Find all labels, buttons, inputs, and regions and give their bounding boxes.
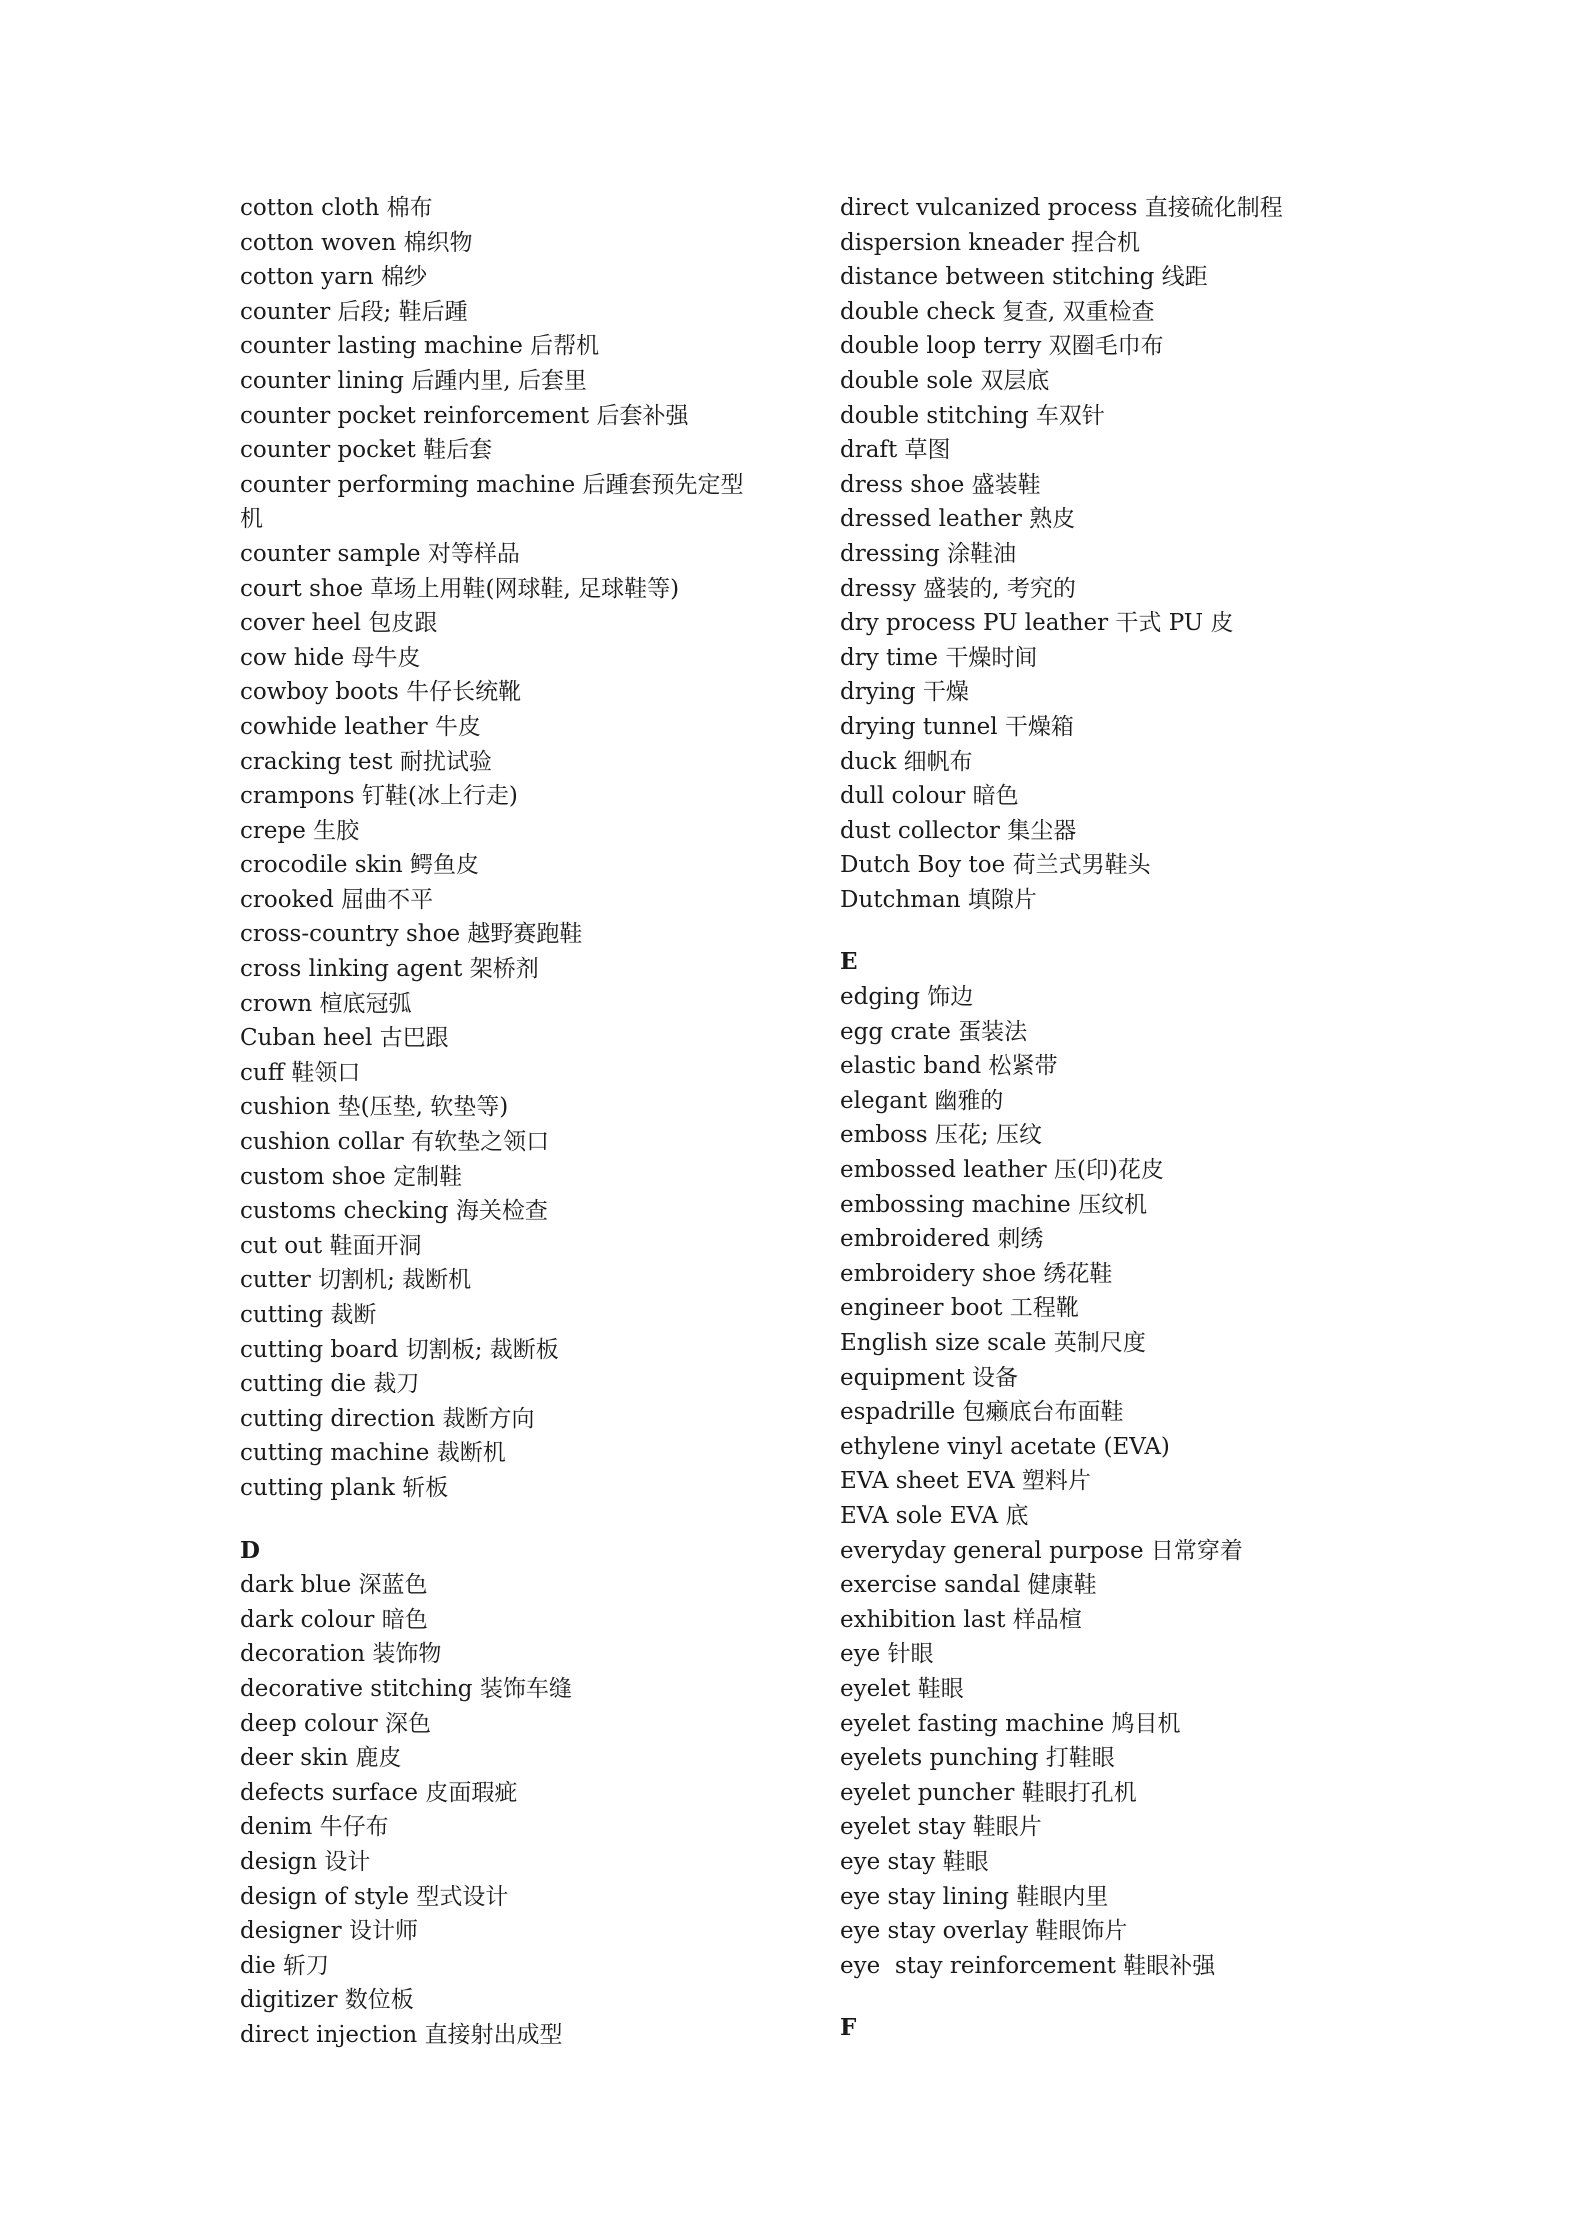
glossary-entry: EVA sole EVA 底	[840, 1502, 1029, 1529]
glossary-entry: counter pocket 鞋后套	[240, 437, 493, 464]
glossary-entry: eye stay 鞋眼	[840, 1848, 989, 1875]
glossary-entry: embroidery shoe 绣花鞋	[840, 1260, 1113, 1287]
glossary-entry: crocodile skin 鳄鱼皮	[240, 852, 480, 879]
glossary-entry: cutting machine 裁断机	[240, 1440, 506, 1467]
glossary-entry: crown 楦底冠弧	[240, 990, 412, 1017]
glossary-entry: dark colour 暗色	[240, 1606, 428, 1633]
glossary-entry: crampons 钉鞋(冰上行走)	[240, 783, 518, 810]
glossary-entry: equipment 设备	[840, 1364, 1019, 1391]
glossary-entry: cover heel 包皮跟	[240, 610, 438, 637]
glossary-entry: dress shoe 盛装鞋	[840, 471, 1041, 498]
glossary-entry: cross linking agent 架桥剂	[240, 956, 539, 983]
glossary-entry: dark blue 深蓝色	[240, 1572, 428, 1599]
glossary-entry: cotton yarn 棉纱	[240, 264, 428, 291]
glossary-entry: edging 饰边	[840, 984, 974, 1011]
glossary-entry: cow hide 母牛皮	[240, 644, 421, 671]
glossary-entry: cushion collar 有软垫之领口	[240, 1129, 550, 1156]
glossary-entry: eye stay lining 鞋眼内里	[840, 1883, 1109, 1910]
glossary-entry: duck 细帆布	[840, 748, 973, 775]
glossary-entry: custom shoe 定制鞋	[240, 1163, 463, 1190]
glossary-entry: elastic band 松紧带	[840, 1053, 1058, 1080]
glossary-entry: embossed leather 压(印)花皮	[840, 1157, 1164, 1184]
glossary-entry: denim 牛仔布	[240, 1814, 389, 1841]
glossary-entry: defects surface 皮面瑕疵	[240, 1779, 518, 1806]
glossary-entry: drying 干燥	[840, 679, 969, 706]
right-column	[840, 191, 1460, 2046]
glossary-entry: dispersion kneader 捏合机	[840, 229, 1141, 256]
glossary-entry: dull colour 暗色	[840, 783, 1019, 810]
left-column	[240, 191, 800, 2052]
glossary-entry: die 斩刀	[240, 1952, 330, 1979]
glossary-entry: dressy 盛装的, 考究的	[840, 575, 1076, 602]
glossary-entry: distance between stitching 线距	[840, 264, 1208, 291]
glossary-entry: designer 设计师	[240, 1918, 418, 1945]
glossary-entry: design of style 型式设计	[240, 1883, 509, 1910]
glossary-entry: cuff 鞋领口	[240, 1059, 361, 1086]
glossary-entry: direct injection 直接射出成型	[240, 2021, 563, 2048]
glossary-entry: eye 针眼	[840, 1641, 934, 1668]
glossary-entry: cutter 切割机; 裁断机	[240, 1267, 472, 1294]
glossary-entry: draft 草图	[840, 437, 951, 464]
glossary-entry: eyelet puncher 鞋眼打孔机	[840, 1779, 1137, 1806]
glossary-entry: digitizer 数位板	[240, 1987, 414, 2014]
glossary-entry: EVA sheet EVA 塑料片	[840, 1468, 1091, 1495]
glossary-entry: dressing 涂鞋油	[840, 540, 1017, 567]
glossary-entry: eye stay reinforcement 鞋眼补强	[840, 1952, 1216, 1979]
glossary-entry: eye stay overlay 鞋眼饰片	[840, 1918, 1128, 1945]
glossary-entry: espadrille 包癞底台布面鞋	[840, 1399, 1124, 1426]
glossary-entry: cowhide leather 牛皮	[240, 713, 481, 740]
glossary-entry: dry process PU leather 干式 PU 皮	[840, 610, 1234, 637]
glossary-entry: double loop terry 双圈毛巾布	[840, 333, 1164, 360]
glossary-entry: cut out 鞋面开洞	[240, 1232, 422, 1259]
glossary-entry: double stitching 车双针	[840, 402, 1105, 429]
section-heading: F	[840, 2014, 857, 2042]
section-heading: E	[840, 948, 858, 976]
section-heading: D	[240, 1536, 260, 1564]
glossary-entry: Cuban heel 古巴跟	[240, 1025, 449, 1052]
glossary-entry: customs checking 海关检查	[240, 1198, 548, 1225]
glossary-entry: cutting plank 斩板	[240, 1474, 449, 1501]
glossary-entry: dry time 干燥时间	[840, 644, 1038, 671]
glossary-entry: counter 后段; 鞋后踵	[240, 298, 468, 325]
glossary-entry: everyday general purpose 日常穿着	[840, 1537, 1243, 1564]
glossary-entry: counter performing machine 后踵套预先定型	[240, 471, 744, 498]
glossary-entry: double check 复查, 双重检查	[840, 298, 1155, 325]
glossary-entry: Dutch Boy toe 荷兰式男鞋头	[840, 852, 1151, 879]
glossary-entry: cutting die 裁刀	[240, 1371, 420, 1398]
glossary-entry: direct vulcanized process 直接硫化制程	[840, 195, 1283, 221]
glossary-entry: ethylene vinyl acetate (EVA)	[840, 1433, 1170, 1460]
glossary-entry: emboss 压花; 压纹	[840, 1122, 1042, 1149]
glossary-entry: decorative stitching 装饰车缝	[240, 1675, 572, 1702]
glossary-entry: drying tunnel 干燥箱	[840, 713, 1074, 740]
glossary-entry: counter lining 后踵内里, 后套里	[240, 367, 587, 394]
glossary-entry: English size scale 英制尺度	[840, 1330, 1146, 1356]
glossary-entry: dust collector 集尘器	[840, 817, 1077, 844]
glossary-entry: cracking test 耐扰试验	[240, 748, 492, 775]
glossary-entry: counter sample 对等样品	[240, 540, 520, 567]
glossary-entry: exhibition last 样品楦	[840, 1606, 1082, 1633]
glossary-entry: 机	[240, 506, 263, 533]
glossary-entry: cross-country shoe 越野赛跑鞋	[240, 921, 583, 948]
glossary-entry: eyelets punching 打鞋眼	[840, 1745, 1115, 1772]
glossary-entry: egg crate 蛋装法	[840, 1018, 1028, 1045]
glossary-entry: counter pocket reinforcement 后套补强	[240, 402, 689, 429]
glossary-entry: cutting 裁断	[240, 1302, 377, 1328]
glossary-entry: eyelet stay 鞋眼片	[840, 1814, 1042, 1841]
glossary-entry: eyelet fasting machine 鸠目机	[840, 1710, 1181, 1737]
glossary-entry: exercise sandal 健康鞋	[840, 1572, 1097, 1599]
glossary-entry: engineer boot 工程靴	[840, 1295, 1079, 1322]
glossary-entry: cowboy boots 牛仔长统靴	[240, 679, 522, 706]
glossary-entry: cutting direction 裁断方向	[240, 1405, 535, 1432]
glossary-entry: crepe 生胶	[240, 817, 360, 844]
glossary-entry: design 设计	[240, 1848, 371, 1875]
glossary-entry: deer skin 鹿皮	[240, 1745, 402, 1772]
glossary-entry: counter lasting machine 后帮机	[240, 333, 600, 360]
glossary-entry: double sole 双层底	[840, 367, 1050, 394]
glossary-entry: embroidered 刺绣	[840, 1226, 1044, 1253]
glossary-entry: dressed leather 熟皮	[840, 506, 1076, 533]
glossary-entry: cotton cloth 棉布	[240, 195, 433, 221]
glossary-entry: embossing machine 压纹机	[840, 1191, 1148, 1218]
glossary-entry: cushion 垫(压垫, 软垫等)	[240, 1094, 509, 1121]
glossary-entry: eyelet 鞋眼	[840, 1675, 964, 1702]
glossary-entry: elegant 幽雅的	[840, 1087, 1004, 1114]
glossary-entry: Dutchman 填隙片	[840, 886, 1037, 913]
glossary-entry: court shoe 草场上用鞋(网球鞋, 足球鞋等)	[240, 575, 680, 602]
glossary-entry: cutting board 切割板; 裁断板	[240, 1336, 559, 1363]
glossary-entry: crooked 屈曲不平	[240, 886, 434, 913]
glossary-entry: deep colour 深色	[240, 1710, 432, 1737]
glossary-entry: cotton woven 棉织物	[240, 229, 473, 256]
glossary-entry: decoration 装饰物	[240, 1641, 442, 1668]
